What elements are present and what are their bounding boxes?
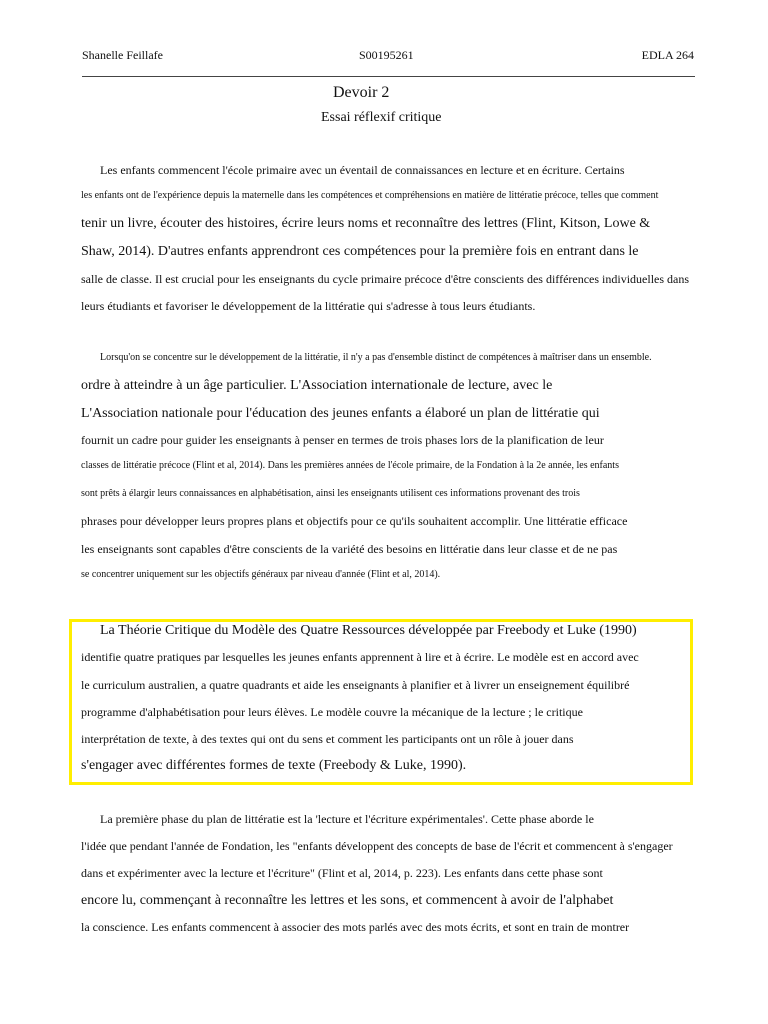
header-student-id: S00195261 bbox=[359, 48, 414, 62]
text-line: les enfants ont de l'expérience depuis la maternelle dans les compétences et compréhensions en matière de littératie précoce, telles que comment bbox=[81, 190, 659, 201]
text-line: Shaw, 2014). D'autres enfants apprendront ces compétences pour la première fois en entrant dans le bbox=[81, 244, 639, 259]
text-line: programme d'alphabétisation pour leurs élèves. Le modèle couvre la mécanique de la lecture ; le critique bbox=[81, 705, 583, 719]
document-subtitle: Essai réflexif critique bbox=[321, 110, 442, 125]
text-line: classes de littératie précoce (Flint et al, 2014). Dans les premières années de l'école primaire, de la Fondation à la 2e année, les enfants bbox=[81, 460, 619, 471]
text-line: le curriculum australien, a quatre quadrants et aide les enseignants à planifier et à livrer un enseignement équilibré bbox=[81, 678, 630, 692]
text-line: La première phase du plan de littératie est la 'lecture et l'écriture expérimentales'. Cette phase aborde le bbox=[100, 812, 594, 826]
document-title: Devoir 2 bbox=[333, 84, 390, 101]
text-line: La Théorie Critique du Modèle des Quatre Ressources développée par Freebody et Luke (1990) bbox=[100, 623, 637, 638]
text-line: Lorsqu'on se concentre sur le développement de la littératie, il n'y a pas d'ensemble distinct de compétences à maîtriser dans un ensemble. bbox=[100, 352, 652, 363]
page-header bbox=[82, 48, 694, 66]
text-line: l'idée que pendant l'année de Fondation, les "enfants développent des concepts de base de l'écrit et commencent à s'engager bbox=[81, 839, 673, 853]
text-line: les enseignants sont capables d'être conscients de la variété des besoins en littératie dans leur classe et de ne pas bbox=[81, 542, 618, 556]
text-line: dans et expérimenter avec la lecture et l'écriture" (Flint et al, 2014, p. 223). Les enfants dans cette phase sont bbox=[81, 866, 603, 880]
text-line: fournit un cadre pour guider les enseignants à penser en termes de trois phases lors de la planification de leur bbox=[81, 433, 604, 447]
header-divider bbox=[82, 76, 695, 77]
text-line: leurs étudiants et favoriser le développement de la littératie qui s'adresse à tous leurs étudiants. bbox=[81, 299, 536, 313]
text-line: s'engager avec différentes formes de texte (Freebody & Luke, 1990). bbox=[81, 758, 467, 773]
header-author: Shanelle Feillafe bbox=[82, 48, 163, 62]
text-line: interprétation de texte, à des textes qui ont du sens et comment les participants ont un rôle à jouer dans bbox=[81, 732, 574, 746]
text-line: L'Association nationale pour l'éducation des jeunes enfants a élaboré un plan de littératie qui bbox=[81, 406, 600, 421]
header-course: EDLA 264 bbox=[641, 48, 694, 62]
text-line: encore lu, commençant à reconnaître les lettres et les sons, et commencent à avoir de l'alphabet bbox=[81, 893, 614, 908]
text-line: Les enfants commencent l'école primaire avec un éventail de connaissances en lecture et en écriture. Certains bbox=[100, 163, 625, 177]
text-line: la conscience. Les enfants commencent à associer des mots parlés avec des mots écrits, et sont en train de montrer bbox=[81, 920, 630, 934]
text-line: se concentrer uniquement sur les objectifs généraux par niveau d'année (Flint et al, 2014). bbox=[81, 569, 441, 580]
text-line: tenir un livre, écouter des histoires, écrire leurs noms et reconnaître des lettres (Flint, Kitson, Lowe & bbox=[81, 216, 651, 231]
text-line: ordre à atteindre à un âge particulier. L'Association internationale de lecture, avec le bbox=[81, 378, 553, 393]
text-line: salle de classe. Il est crucial pour les enseignants du cycle primaire précoce d'être conscients des différences individuelles dans bbox=[81, 272, 690, 286]
text-line: sont prêts à élargir leurs connaissances en alphabétisation, ainsi les enseignants utilisent ces informations provenant des trois bbox=[81, 488, 580, 499]
text-line: identifie quatre pratiques par lesquelles les jeunes enfants apprennent à lire et à écrire. Le modèle est en accord avec bbox=[81, 650, 639, 664]
text-line: phrases pour développer leurs propres plans et objectifs pour ce qu'ils souhaitent accomplir. Une littératie efficace bbox=[81, 514, 628, 528]
